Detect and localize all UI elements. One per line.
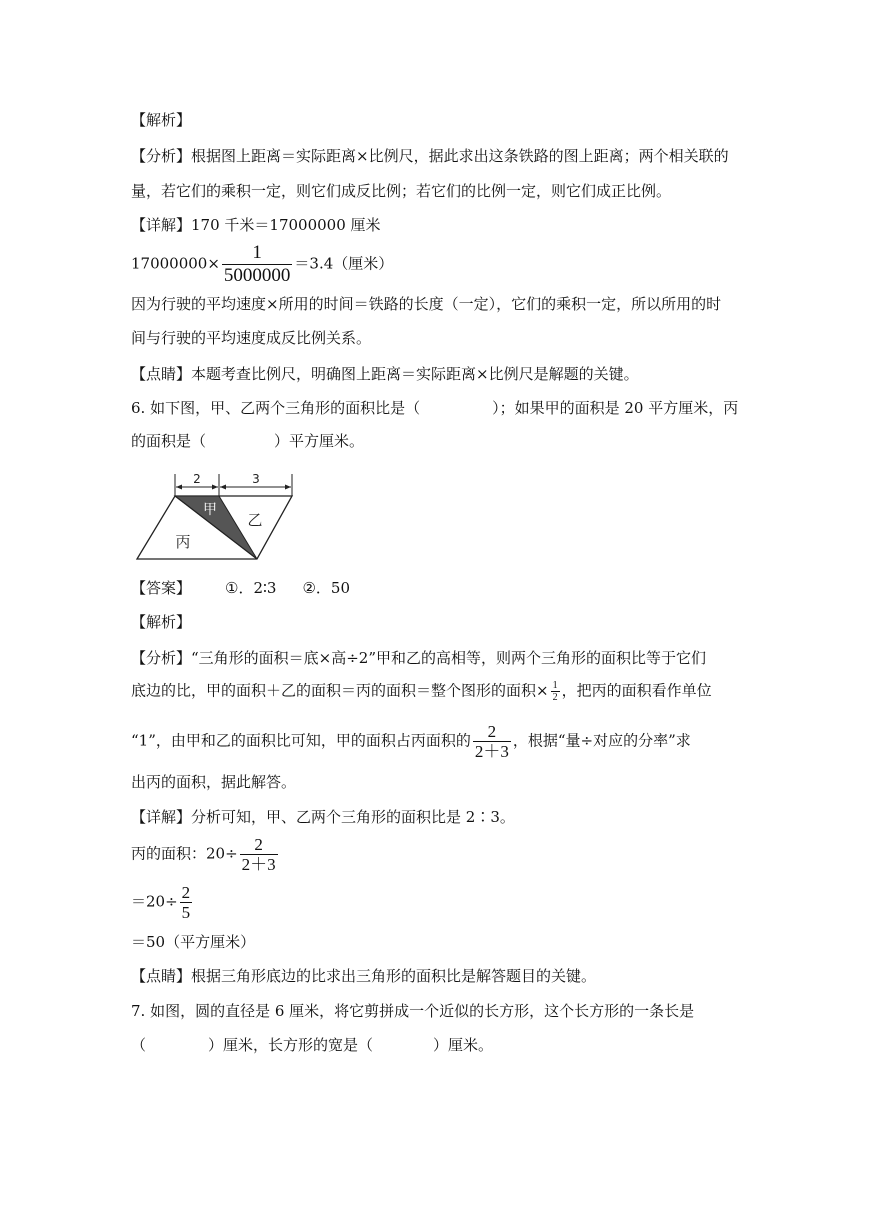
- q5-calc-fraction: [222, 242, 293, 287]
- q6-calc-line-1: [131, 835, 280, 874]
- q6-fenxi-line-2-pre: 底边的比，甲的面积＋乙的面积＝丙的面积＝整个图形的面积×: [131, 681, 549, 700]
- q5-calc-result: ＝3.4（厘米）: [294, 254, 394, 273]
- q7-question-part-a: （: [131, 1036, 147, 1054]
- q7-question-line-2: [131, 1035, 493, 1055]
- q5-because-line-2: 间与行驶的平均速度成反比例关系。: [131, 329, 372, 347]
- q6-question-part-c: 的面积是（: [131, 432, 207, 450]
- q6-fenxi-line-4: 出丙的面积，据此解答。: [131, 773, 297, 791]
- q6-answer-2: ②．50: [302, 579, 351, 597]
- q6-jiexi-heading: 【解析】: [131, 613, 192, 631]
- q6-fenxi-line-2: [131, 680, 712, 703]
- q6-calc1-denominator: 2＋3: [241, 855, 276, 874]
- label-jia: 甲: [203, 502, 217, 518]
- dim-label-left: 2: [193, 472, 201, 486]
- dim-arrowhead-2: [212, 485, 218, 490]
- q6-calc-line-2: [131, 883, 194, 922]
- q6-fenxi-half-fraction: [551, 680, 560, 703]
- q5-calc-prefix: 17000000×: [131, 254, 220, 273]
- q6-fenxi-line-1: 【分析】“三角形的面积＝底×高÷2”甲和乙的高相等，则两个三角形的面积比等于它们: [131, 649, 707, 667]
- q6-question-line-1: [131, 398, 738, 418]
- q5-fenxi-line-2: 量，若它们的乘积一定，则它们成反比例；若它们的比例一定，则它们成正比例。: [131, 182, 672, 200]
- q7-question-part-c: ）厘米。: [433, 1036, 494, 1054]
- q6-fenxi-fraction: [473, 722, 511, 761]
- q6-calc2-denominator: 5: [181, 903, 191, 922]
- q6-calc2-pre: ＝20÷: [131, 892, 178, 911]
- q6-half-denominator: 2: [552, 692, 558, 703]
- q6-calc-line-3: ＝50（平方厘米）: [131, 933, 256, 951]
- q5-fenxi-line-1: 【分析】根据图上距离＝实际距离×比例尺，据此求出这条铁路的图上距离；两个相关联的: [131, 147, 729, 165]
- dim-arrowhead-1: [176, 485, 182, 490]
- q5-calc-denominator: 5000000: [223, 265, 291, 286]
- dim-arrowhead-4: [285, 485, 291, 490]
- q6-question-part-a: 6. 如下图，甲、乙两个三角形的面积比是（: [131, 399, 421, 417]
- q6-calc2-fraction: [180, 883, 193, 922]
- q6-fenxi-line-3: [131, 722, 691, 761]
- q5-because-line-1: 因为行驶的平均速度×所用的时间＝铁路的长度（一定），它们的乘积一定，所以所用的时: [131, 295, 722, 313]
- label-yi: 乙: [247, 511, 263, 529]
- q6-calc2-numerator: 2: [181, 883, 191, 902]
- q6-answer-1: ①．2∶3: [225, 579, 277, 597]
- q5-jiexi-heading: 【解析】: [131, 111, 192, 129]
- q6-answer-line: [131, 578, 350, 598]
- q5-dianjing: 【点睛】本题考查比例尺，明确图上距离＝实际距离×比例尺是解题的关键。: [131, 365, 639, 383]
- q6-fenxi-numerator: 2: [473, 722, 511, 742]
- q6-fenxi-denominator: 2＋3: [474, 742, 509, 761]
- q6-calc1-fraction: [240, 835, 278, 874]
- dim-label-right: 3: [252, 472, 260, 486]
- q6-fenxi-line-2-post: ，把丙的面积看作单位: [561, 681, 712, 700]
- q6-question-line-2: [131, 431, 364, 451]
- q7-question-part-b: ）厘米，长方形的宽是（: [208, 1036, 374, 1054]
- q6-answer-label: 【答案】: [131, 579, 192, 597]
- q5-calc-line: [131, 242, 393, 287]
- q6-calc1-numerator: 2: [240, 835, 278, 855]
- q6-half-numerator: 1: [552, 680, 558, 691]
- q6-dianjing: 【点睛】根据三角形底边的比求出三角形的面积比是解答题目的关键。: [131, 967, 597, 985]
- q6-xiangjie-line-1: 【详解】分析可知，甲、乙两个三角形的面积比是 2∶3。: [131, 808, 515, 826]
- label-bing: 丙: [175, 533, 191, 551]
- q6-calc1-pre: 丙的面积：20÷: [131, 844, 238, 863]
- q6-fenxi-line-3-post: ，根据“量÷对应的分率”求: [512, 731, 691, 750]
- q5-xiangjie-line-1: 【详解】170 千米＝17000000 厘米: [131, 216, 381, 234]
- q6-question-part-d: ）平方厘米。: [274, 432, 365, 450]
- q6-fenxi-line-3-pre: “1”，由甲和乙的面积比可知，甲的面积占丙面积的: [131, 731, 471, 750]
- q7-question-line-1: 7. 如图，圆的直径是 6 厘米，将它剪拼成一个近似的长方形，这个长方形的一条长是: [131, 1002, 695, 1020]
- q6-figure: [130, 466, 300, 566]
- q6-question-part-b: ）；如果甲的面积是 20 平方厘米，丙: [492, 399, 739, 417]
- dim-arrowhead-3: [220, 485, 226, 490]
- q5-calc-numerator: 1: [222, 242, 293, 265]
